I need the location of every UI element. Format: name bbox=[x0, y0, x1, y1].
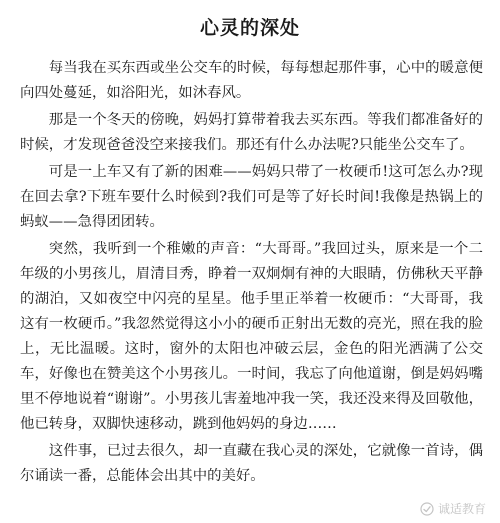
brand-logo-icon bbox=[420, 502, 434, 516]
watermark bbox=[420, 500, 486, 517]
paragraph-3: 可是一上车又有了新的困难——妈妈只带了一枚硬币!这可怎么办?现在回去拿?下班车要什么时候到?我们可是等了好长时间!我像是热锅上的蚂蚁——急得团团转。 bbox=[20, 164, 483, 230]
paragraph-5: 这件事，已过去很久，却一直藏在我心灵的深处，它就像一首诗，偶尔诵读一番，总能体会出其中的美好。 bbox=[20, 443, 483, 484]
paragraph-1: 每当我在买东西或坐公交车的时候，每每想起那件事，心中的暖意便向四处蔓延，如浴阳光，如沐春风。 bbox=[20, 60, 483, 101]
paragraph-4: 突然，我听到一个稚嫩的声音：“大哥哥。”我回过头，原来是一个二年级的小男孩儿，眉清目秀，睁着一双炯炯有神的大眼睛，仿佛秋天平静的湖泊，又如夜空中闪亮的星星。他手里正举着一枚硬币：“大哥哥，我这有一枚硬币。”我忽然觉得这小小的硬币正射出无数的亮光，照在我的脸上，无比温暖。这时，窗外的太阳也冲破云层，金色的阳光洒满了公交车，好像也在赞美这个小男孩儿。一时间，我忘了向他道谢，倒是妈妈嘴里不停地说着“谢谢”。小男孩儿害羞地冲我一笑，我还没来得及回敬他，他已转身，双脚快速移动，跳到他妈妈的身边…… bbox=[20, 241, 483, 432]
watermark-text: 诚适教育 bbox=[437, 502, 486, 516]
document-body bbox=[20, 56, 483, 491]
document-title: 心灵的深处 bbox=[199, 17, 300, 39]
paragraph-2: 那是一个冬天的傍晚，妈妈打算带着我去买东西。等我们都准备好的时候，才发现爸爸没空来接我们。那还有什么办法呢?只能坐公交车了。 bbox=[20, 112, 483, 153]
